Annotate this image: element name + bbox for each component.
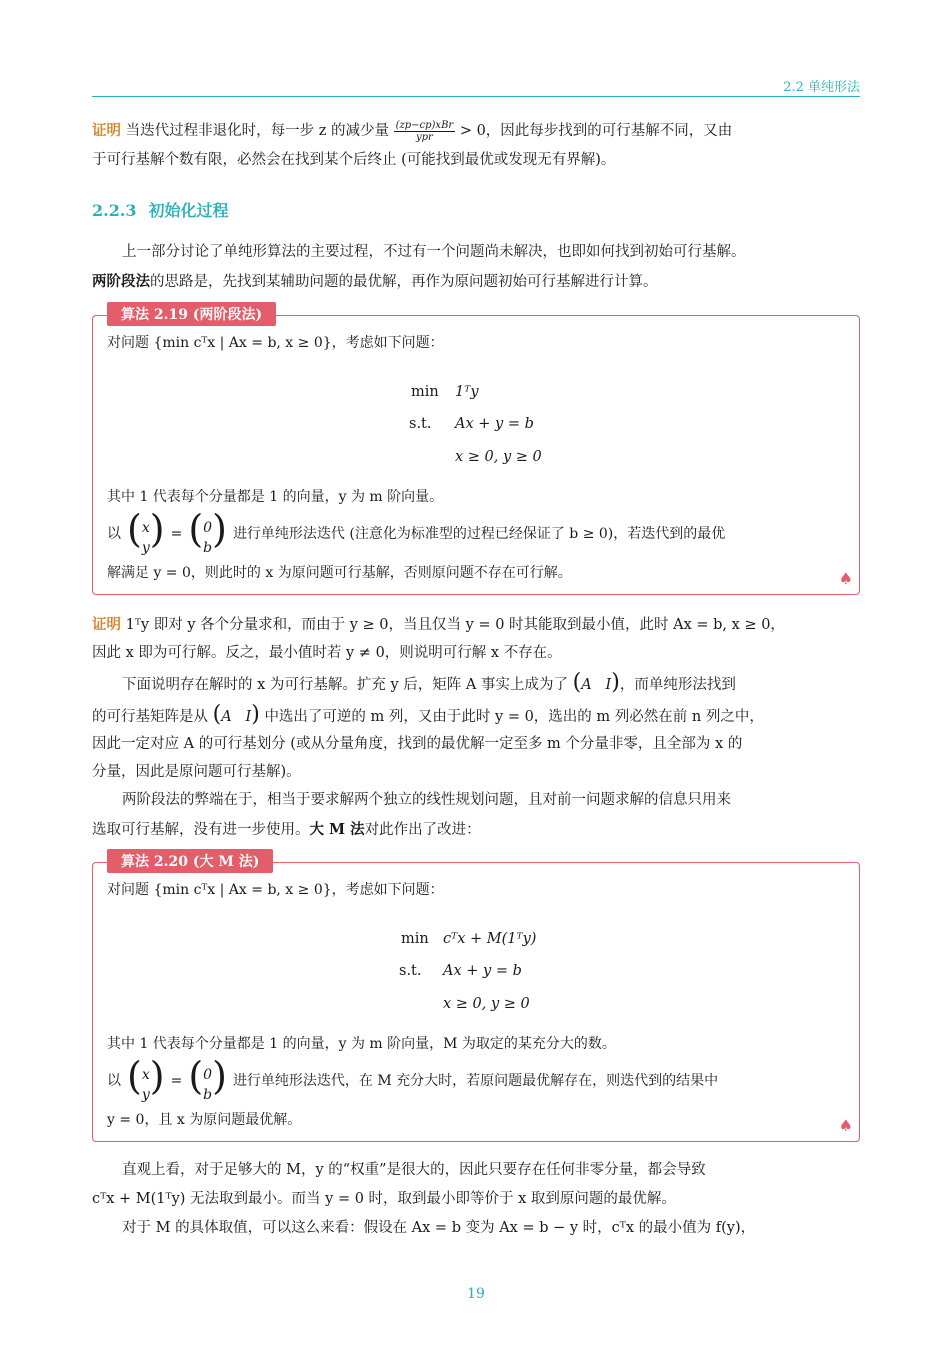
init-suffix-2: 进行单纯形法迭代，在 M 充分大时，若原问题最优解存在，则迭代到的结果中 bbox=[232, 1073, 719, 1089]
running-header bbox=[92, 70, 860, 97]
frac-numerator: (zp−cp)xBr bbox=[395, 119, 454, 131]
para2-line-2a: 选取可行基解，没有进一步使用。 bbox=[92, 822, 310, 838]
vec-equals-2: = bbox=[170, 1073, 183, 1089]
algorithm-2-19-box bbox=[92, 307, 860, 595]
intro-line-2: 的思路是，先找到某辅助问题的最优解，再作为原问题初始可行基解进行计算。 bbox=[150, 274, 658, 290]
vec-y: y bbox=[141, 540, 150, 556]
algorithm-2-20-box bbox=[92, 854, 860, 1142]
algo2-problem: 对问题 {min cᵀx | Ax = b, x ≥ 0}，考虑如下问题： bbox=[107, 882, 444, 898]
algo2-last-line: y = 0，且 x 为原问题最优解。 bbox=[107, 1112, 302, 1128]
proof2-line-1: 1ᵀy 即对 y 各个分量求和，而由于 y ≥ 0，当且仅当 y = 0 时其能取到最小值，此时 Ax = b, x ≥ 0， bbox=[125, 617, 785, 633]
algo2-init bbox=[107, 1054, 719, 1105]
left-paren: ( bbox=[127, 507, 142, 551]
intro-paragraph bbox=[92, 238, 860, 267]
vec-x: x bbox=[141, 520, 150, 536]
proof2-line-6-row bbox=[92, 758, 860, 787]
reduction-fraction bbox=[394, 120, 456, 143]
proof2-line-2-row bbox=[92, 639, 860, 668]
proof-text-a: 当迭代过程非退化时，每一步 z 的减少量 bbox=[125, 123, 389, 139]
vector-xy-2 bbox=[121, 1054, 171, 1105]
proof-2 bbox=[92, 610, 860, 640]
big-m-term: 大 M 法 bbox=[309, 821, 365, 838]
intuition-paragraph-2 bbox=[92, 1185, 860, 1214]
objective: 1ᵀy bbox=[455, 384, 479, 400]
constraint-eq: Ax + y = b bbox=[455, 416, 534, 432]
intuition-paragraph-3 bbox=[92, 1214, 860, 1243]
st-keyword: s.t. bbox=[409, 416, 432, 432]
right-paren: ) bbox=[212, 507, 227, 551]
two-phase-term: 两阶段法 bbox=[92, 273, 150, 290]
proof2-line-5-row bbox=[92, 730, 860, 759]
right-paren: ) bbox=[149, 507, 165, 551]
init-suffix: 进行单纯形法迭代 (注意化为标准型的过程已经保证了 b ≥ 0)，若迭代到的最优 bbox=[232, 526, 726, 542]
right-paren: ) bbox=[149, 1054, 165, 1098]
vec-zero: 0 bbox=[203, 520, 213, 536]
para2-line-1: 两阶段法的弊端在于，相当于要求解两个独立的线性规划问题，且对前一问题求解的信息只用来 bbox=[122, 792, 731, 808]
objective-2: cᵀx + M(1ᵀy) bbox=[443, 931, 537, 947]
proof-text-b: > 0，因此每步找到的可行基解不同，又由 bbox=[459, 123, 733, 139]
matrix-ai-2: A I bbox=[221, 709, 252, 725]
spade-icon: ♠ bbox=[838, 569, 853, 588]
matrix-paren-left-2: ( bbox=[212, 702, 222, 727]
left-paren: ( bbox=[188, 1054, 204, 1098]
constraint-nonneg: x ≥ 0, y ≥ 0 bbox=[455, 449, 542, 465]
drawback-paragraph-2 bbox=[92, 815, 860, 845]
para3-line-1: 直观上看，对于足够大的 M，y 的“权重”是很大的，因此只要存在任何非零分量，都会导致 bbox=[122, 1162, 706, 1178]
intro-paragraph-2 bbox=[92, 267, 860, 297]
algo-init bbox=[107, 507, 726, 558]
header-section: 2.2 单纯形法 bbox=[783, 80, 860, 95]
vec-b: b bbox=[203, 1087, 213, 1103]
min-keyword-2: min bbox=[401, 931, 429, 947]
proof2-line-6: 分量，因此是原问题可行基解)。 bbox=[92, 764, 301, 780]
vec-b: b bbox=[203, 540, 213, 556]
algorithm-title-2: 算法 2.20 (大 M 法) bbox=[107, 849, 273, 873]
vec-y: y bbox=[141, 1087, 150, 1103]
proof-line-2: 于可行基解个数有限，必然会在找到某个后终止 (可能找到最优或发现无有界解)。 bbox=[92, 152, 616, 168]
matrix-paren-right: ) bbox=[611, 670, 620, 695]
algo2-note: 其中 1 代表每个分量都是 1 的向量，y 为 m 阶向量，M 为取定的某充分大的数。 bbox=[107, 1036, 616, 1052]
vector-0b-2 bbox=[182, 1054, 233, 1105]
left-paren: ( bbox=[127, 1054, 142, 1098]
matrix-ai: A I bbox=[581, 677, 612, 693]
vector-0b bbox=[182, 507, 233, 558]
algorithm-title: 算法 2.19 (两阶段法) bbox=[107, 302, 276, 326]
proof2-line-4-row bbox=[92, 700, 860, 732]
section-heading bbox=[92, 198, 229, 221]
vec-zero: 0 bbox=[203, 1067, 213, 1083]
proof2-line-5: 因此一定对应 A 的可行基划分 (或从分量角度，找到的最优解一定至多 m 个分量非零，且全部为 x 的 bbox=[92, 736, 743, 752]
proof-label-2: 证明 bbox=[92, 616, 121, 633]
st-keyword-2: s.t. bbox=[399, 963, 422, 979]
vector-xy bbox=[121, 507, 171, 558]
para2-line-2b: 对此作出了改进： bbox=[364, 822, 481, 838]
frac-denominator: ypr bbox=[415, 131, 433, 143]
algo-problem: 对问题 {min cᵀx | Ax = b, x ≥ 0}，考虑如下问题： bbox=[107, 335, 444, 351]
section-number: 2.2.3 bbox=[92, 201, 137, 220]
proof2-line-4b: 中选出了可逆的 m 列，又由于此时 y = 0，选出的 m 列必然在前 n 列之中， bbox=[264, 709, 764, 725]
constraint-eq-2: Ax + y = b bbox=[443, 963, 522, 979]
right-paren: ) bbox=[212, 1054, 227, 1098]
page-number: 19 bbox=[467, 1286, 485, 1302]
constraint-nonneg-2: x ≥ 0, y ≥ 0 bbox=[443, 996, 530, 1012]
init-prefix-2: 以 bbox=[107, 1073, 121, 1089]
algo-last-line: 解满足 y = 0，则此时的 x 为原问题可行基解，否则原问题不存在可行解。 bbox=[107, 565, 572, 581]
proof2-line-3a: 下面说明存在解时的 x 为可行基解。扩充 y 后，矩阵 A 事实上成为了 bbox=[122, 677, 568, 693]
para3-line-2: cᵀx + M(1ᵀy) 无法取到最小。而当 y = 0 时，取到最小即等价于 x 取到原问题的最优解。 bbox=[92, 1191, 676, 1207]
proof-1 bbox=[92, 116, 860, 175]
intuition-paragraph bbox=[92, 1156, 860, 1185]
algo-note: 其中 1 代表每个分量都是 1 的向量，y 为 m 阶向量。 bbox=[107, 489, 444, 505]
drawback-paragraph bbox=[92, 786, 860, 815]
min-keyword: min bbox=[411, 384, 439, 400]
matrix-paren-right-2: ) bbox=[251, 702, 260, 727]
intro-line-1: 上一部分讨论了单纯形算法的主要过程，不过有一个问题尚未解决，也即如何找到初始可行基解。 bbox=[122, 244, 746, 260]
proof2-line-3b: ，而单纯形法找到 bbox=[619, 677, 736, 693]
proof2-line-3-row bbox=[92, 668, 860, 700]
section-title: 初始化过程 bbox=[148, 201, 229, 220]
proof2-line-2: 因此 x 即为可行解。反之，最小值时若 y ≠ 0，则说明可行解 x 不存在。 bbox=[92, 645, 562, 661]
init-prefix: 以 bbox=[107, 526, 121, 542]
proof-label: 证明 bbox=[92, 122, 121, 139]
para3-line-3: 对于 M 的具体取值，可以这么来看：假设在 Ax = b 变为 Ax = b − y 时，cᵀx 的最小值为 f(y)， bbox=[122, 1220, 756, 1236]
vec-x: x bbox=[141, 1067, 150, 1083]
proof2-line-4a: 的可行基矩阵是从 bbox=[92, 709, 208, 725]
vec-equals: = bbox=[170, 526, 183, 542]
left-paren: ( bbox=[188, 507, 204, 551]
spade-icon-2: ♠ bbox=[838, 1116, 853, 1135]
matrix-paren-left: ( bbox=[572, 670, 582, 695]
